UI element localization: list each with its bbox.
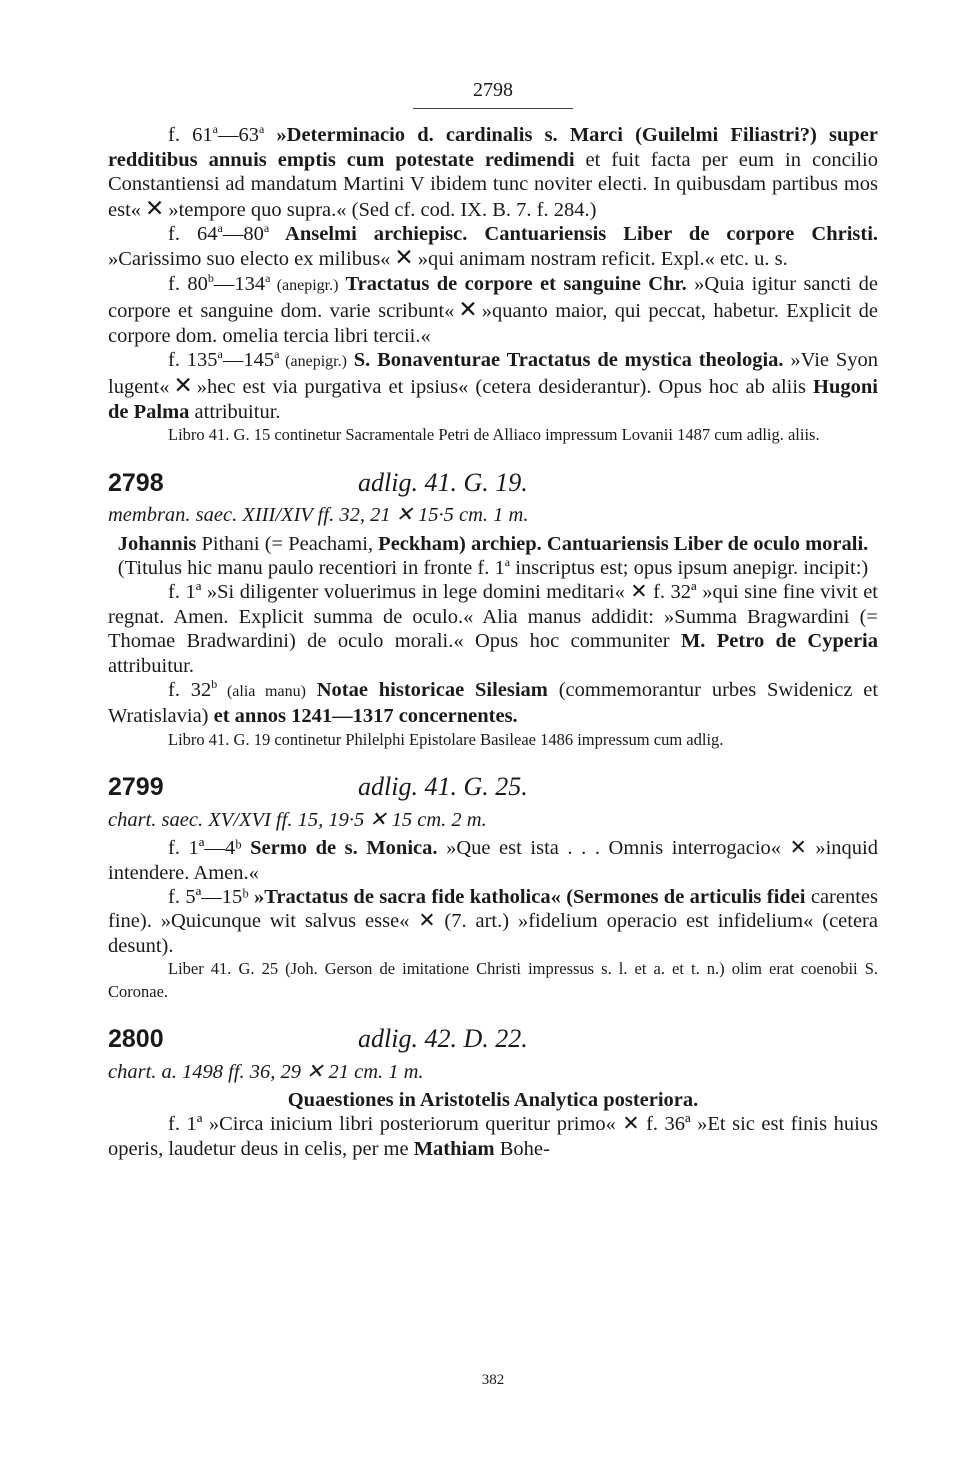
work-title: »Tractatus de sacra fide katholica« (Sermones de articulis fidei xyxy=(248,885,806,908)
sup: a xyxy=(504,555,511,570)
text: »tempore quo supra.« (Sed cf. cod. IX. B. 7. f. 284.) xyxy=(168,198,597,221)
entry-meta: chart. saec. XV/XVI ff. 15, 19·5 ✕ 15 cm. 2 m. xyxy=(108,808,487,831)
author-name: Johannis xyxy=(117,532,197,555)
small-note: (alia manu) xyxy=(217,683,306,701)
cross-mark: ✕ xyxy=(173,373,193,399)
folio-range: —80 xyxy=(222,223,264,246)
text: »quanto maior, qui peccat, habetur. Explicit de corpore dom. omelia tercia libri tercii.« xyxy=(108,300,878,347)
sup: a xyxy=(212,122,218,137)
text: »Vie Syon lugent« xyxy=(108,349,878,399)
work-title: Anselmi archiepisc. Cantuariensis Liber de corpore Christi. xyxy=(269,223,879,246)
folio-ref: f. 61 xyxy=(168,124,213,147)
work-title: Sermo de s. Monica. xyxy=(241,837,438,860)
work-title: S. Bonaventurae Tractatus de mystica theologia. xyxy=(346,349,784,372)
sup: a xyxy=(263,221,270,236)
entry-note: Libro 41. G. 19 continetur Philelphi Epistolare Basileae 1486 impressum cum adlig. xyxy=(168,729,724,749)
intro-paragraph-3 xyxy=(108,272,878,348)
small-note: (anepigr.) xyxy=(270,276,339,294)
work-title: »Determinacio d. cardinalis s. Marci (Guilelmi Filiastri?) super redditibus annuis emptis cum potestate redimendi xyxy=(108,124,879,171)
intro-paragraph-4 xyxy=(108,348,878,424)
text: f. 1ª »Si diligenter voluerimus in lege domini meditari« ✕ f. 32ª »qui sine fine vivit et regnat. Amen. Explicit summa de oculo.« Alia manus addidit: »Summa Bragwardini (= Thomae Bradwardini) de oculo morali.« Opus hoc communiter xyxy=(108,581,878,653)
folio-range: —134 xyxy=(213,272,266,295)
entry-signature: adlig. 41. G. 19. xyxy=(358,467,528,497)
text: »hec est via purgativa et ipsius« (cetera desiderantur). Opus hoc ab aliis xyxy=(196,376,814,399)
sup: a xyxy=(258,122,265,137)
entry-header-2799 xyxy=(108,772,878,802)
entry-paragraph xyxy=(108,678,878,729)
text: attribuitur. xyxy=(189,400,281,423)
author-name: Mathiam xyxy=(408,1137,495,1160)
entry-paragraph xyxy=(108,580,878,678)
text: (Titulus hic manu paulo recentiori in fronte f. 1 xyxy=(117,557,505,579)
entry-number: 2798 xyxy=(108,468,164,497)
sup: b xyxy=(207,271,214,286)
sup: a xyxy=(217,347,223,362)
text: inscriptus est; opus ipsum anepigr. incipit:) xyxy=(510,557,869,579)
work-title: Quaestiones in Aristotelis Analytica posteriora. xyxy=(287,1089,699,1111)
page-number: 382 xyxy=(481,1372,505,1388)
text: f. 1ª »Circa inicium libri posteriorum queritur primo« ✕ f. 36ª »Et sic est finis huius operis, laudetur deus in celis, per me xyxy=(108,1113,878,1160)
text: Bohe- xyxy=(494,1137,550,1160)
text: et fuit facta per eum in concilio Constantiensi ad mandatum Martini V ibidem tunc noviter electi. In quibusdam partibus mos est« xyxy=(108,148,879,221)
cross-mark: ✕ xyxy=(145,195,165,221)
entry-number: 2799 xyxy=(108,773,164,802)
sup: a xyxy=(217,221,223,236)
intro-paragraph-2 xyxy=(108,222,878,272)
entry-header-2798 xyxy=(108,467,878,497)
folio-range: —63 xyxy=(217,124,259,147)
small-note: (anepigr.) xyxy=(279,353,347,371)
folio-ref: f. 32 xyxy=(168,679,212,702)
entry-header-2800 xyxy=(108,1024,878,1054)
work-title: et annos 1241—1317 concernentes. xyxy=(208,705,518,728)
entry-paragraph xyxy=(108,836,878,885)
work-title: Peckham) archiep. Cantuariensis Liber de oculo morali. xyxy=(378,532,869,555)
author-name: M. Petro de Cyperia xyxy=(669,630,878,653)
folio-ref: f. 135 xyxy=(168,349,218,372)
entry-paragraph xyxy=(108,885,878,958)
entry-meta: membran. saec. XIII/XIV ff. 32, 21 ✕ 15·5 cm. 1 m. xyxy=(108,504,529,527)
work-title: Tractatus de corpore et sanguine Chr. xyxy=(338,272,687,295)
entry-title xyxy=(108,1088,878,1112)
folio-ref: f. 80 xyxy=(168,272,208,295)
text: attribuitur. xyxy=(108,654,194,677)
sup: a xyxy=(265,271,271,286)
entry-meta: chart. a. 1498 ff. 36, 29 ✕ 21 cm. 1 m. xyxy=(108,1060,424,1083)
folio-range: —145 xyxy=(222,349,275,372)
entry-number: 2800 xyxy=(108,1025,164,1054)
entry-paragraph xyxy=(108,1112,878,1161)
text: Pithani (= Peachami, xyxy=(196,532,379,555)
entry-signature: adlig. 42. D. 22. xyxy=(358,1024,528,1054)
cross-mark: ✕ xyxy=(394,245,414,271)
folio-ref: f. 64 xyxy=(168,223,218,246)
sup: a xyxy=(274,347,280,362)
running-head: 2798 xyxy=(473,79,513,101)
text: »Que est ista . . . Omnis interrogacio« ✕ »inquid intendere. Amen.« xyxy=(108,837,878,884)
intro-paragraph-1 xyxy=(108,123,878,222)
author-name: Hugoni de Palma xyxy=(108,376,878,423)
folio-ref: f. 5ª—15ᵇ xyxy=(168,885,249,908)
intro-note: Libro 41. G. 15 continetur Sacramentale Petri de Alliaco impressum Lovanii 1487 cum adlig. aliis. xyxy=(168,425,820,445)
cross-mark: ✕ xyxy=(458,297,478,323)
text: carentes fine). »Quicunque wit salvus esse« ✕ (7. art.) »fidelium operacio est infidelium« (cetera desunt). xyxy=(108,885,878,957)
sup: b xyxy=(211,677,218,692)
entry-title xyxy=(108,532,878,581)
text: »qui animam nostram reficit. Expl.« etc. u. s. xyxy=(417,248,788,271)
entry-note: Liber 41. G. 25 (Joh. Gerson de imitatione Christi impressus s. l. et a. et t. n.) olim erat coenobii S. Coronae. xyxy=(108,959,878,1001)
entry-signature: adlig. 41. G. 25. xyxy=(358,772,528,802)
header-rule xyxy=(413,108,573,109)
document-page xyxy=(108,78,879,1388)
text: »Carissimo suo electo ex milibus« xyxy=(108,248,391,271)
work-title: Notae historicae Silesiam xyxy=(305,679,548,702)
text: »Quia igitur sancti de corpore et sanguine dom. varie scribunt« xyxy=(108,272,879,323)
text: (commemorantur urbes Swidenicz et Wratislavia) xyxy=(108,679,879,728)
folio-ref: f. 1ª—4ᵇ xyxy=(168,837,242,860)
